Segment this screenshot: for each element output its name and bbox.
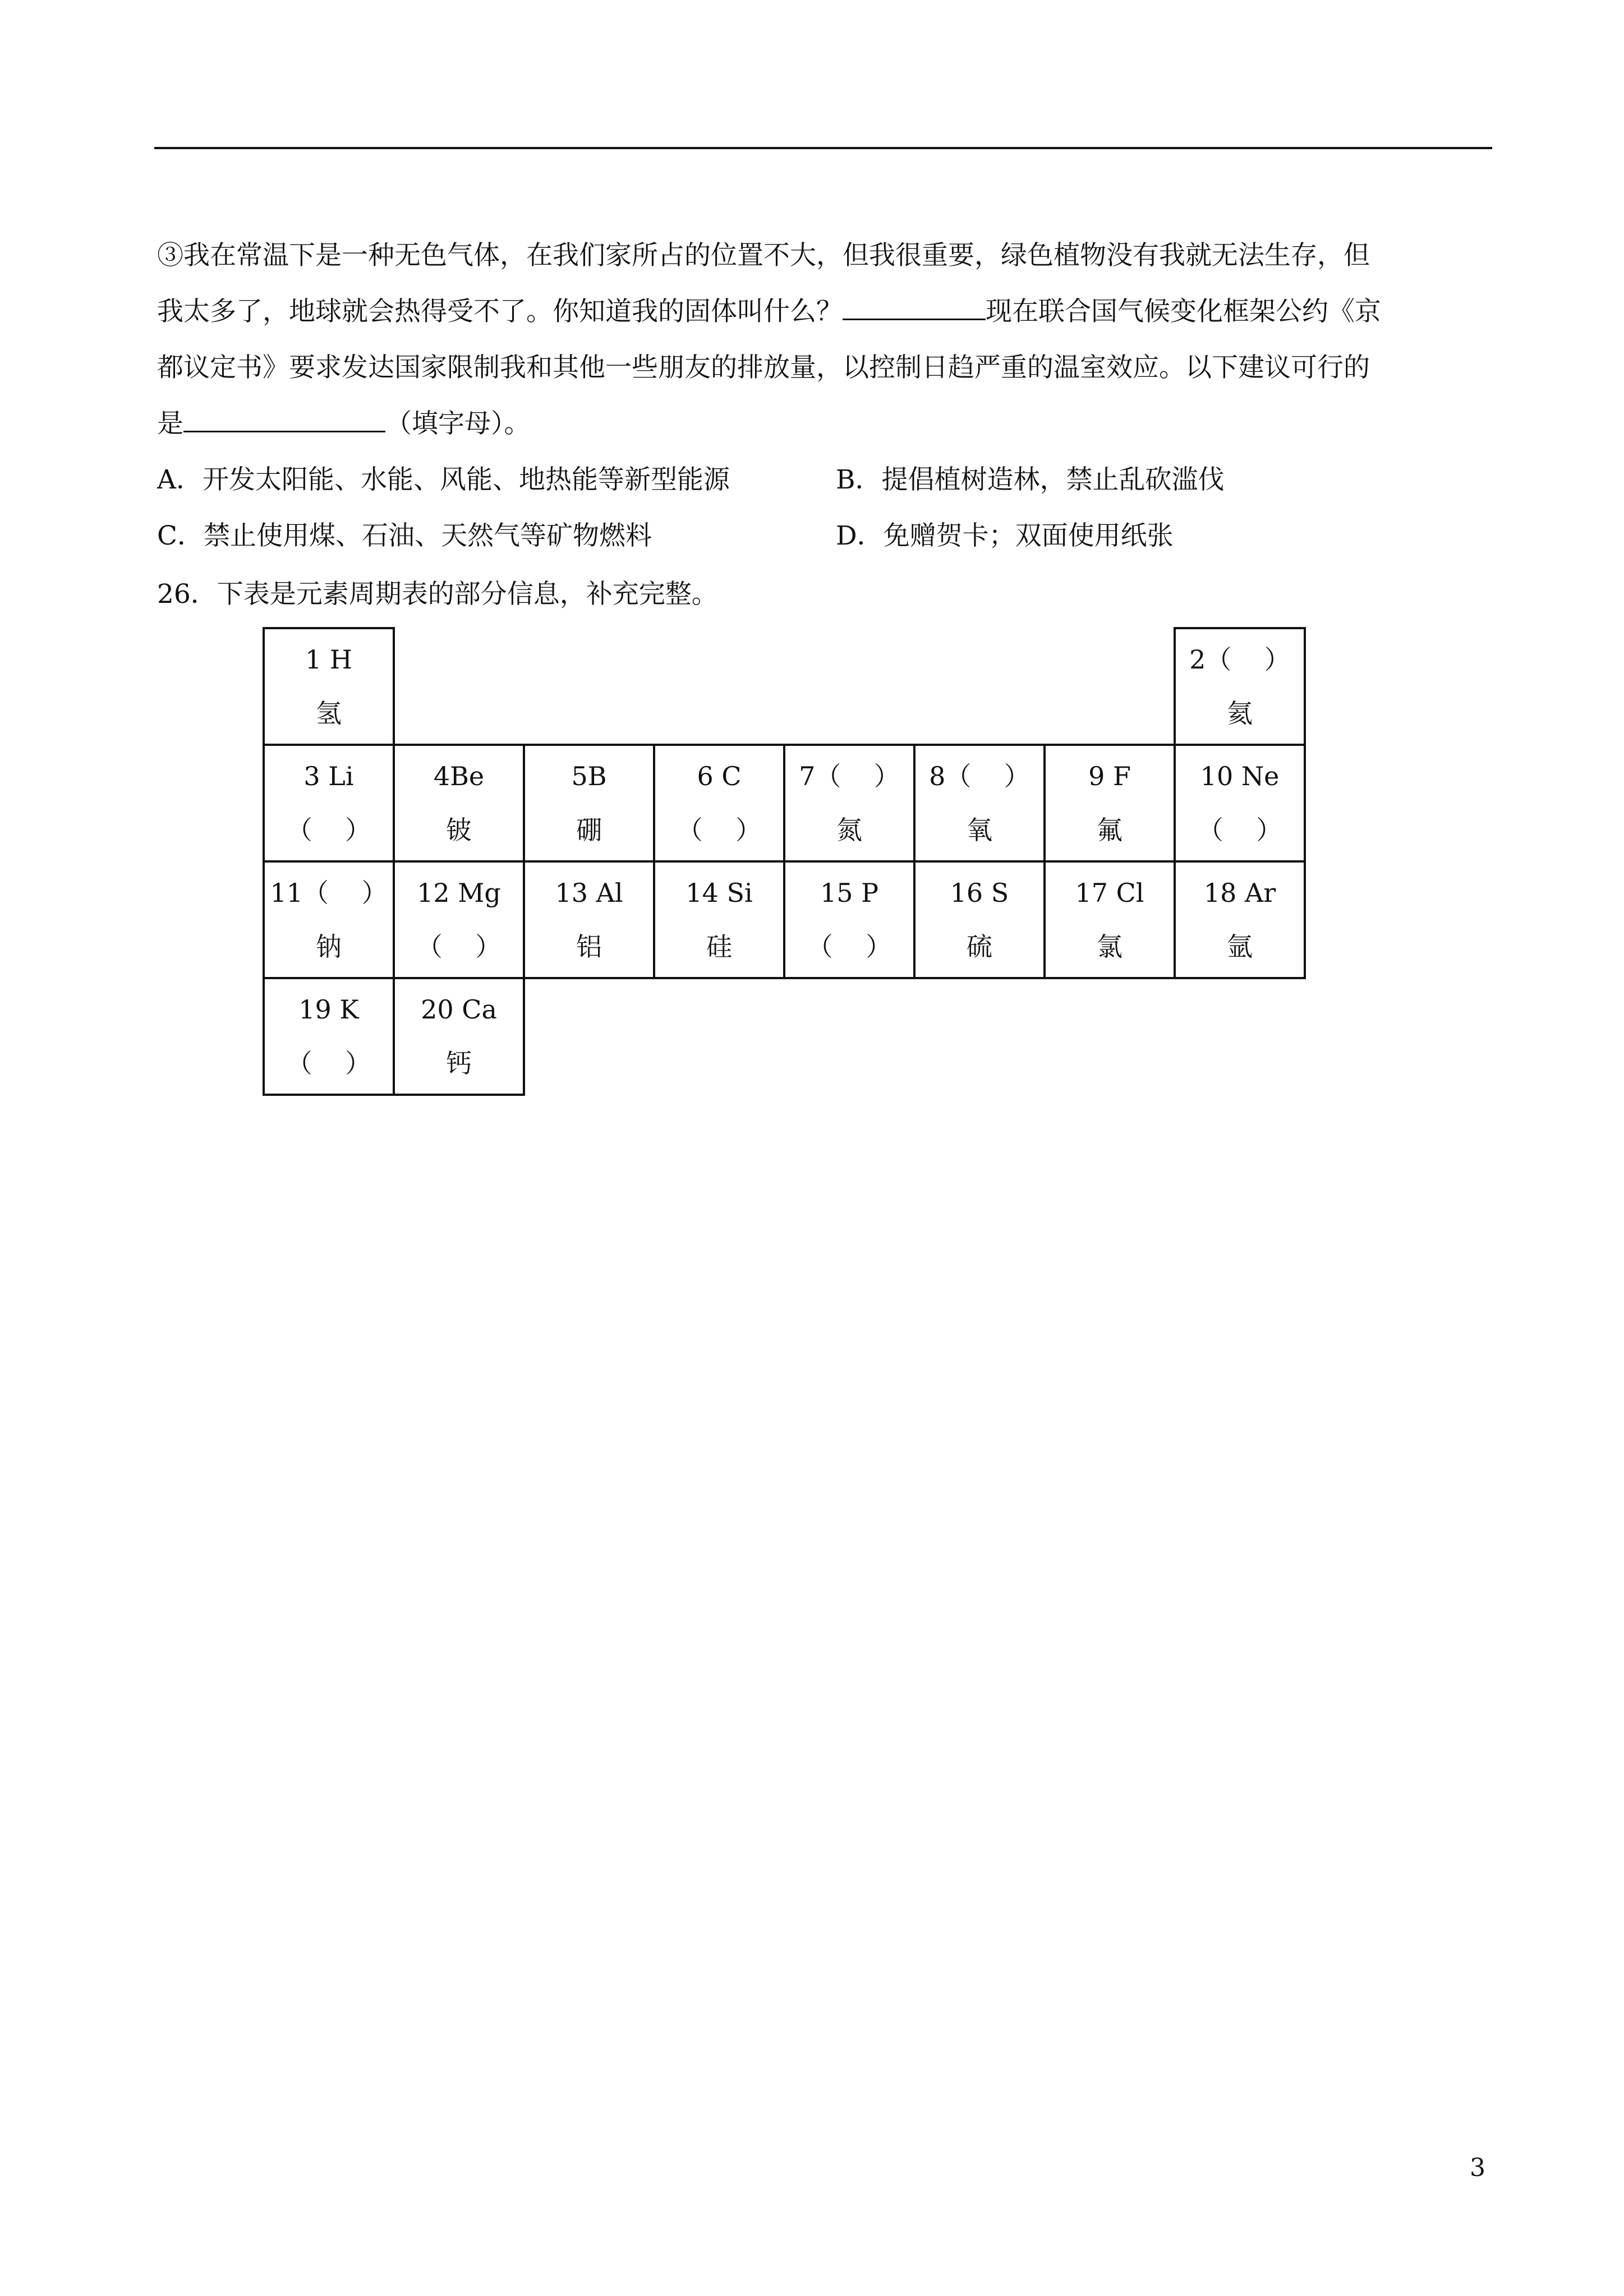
- empty-cell: [784, 628, 914, 745]
- element-number-symbol: 19 K: [298, 994, 359, 1025]
- element-cell: [1175, 628, 1305, 745]
- element-name: 氦: [1227, 698, 1253, 729]
- element-name: （ ）: [1197, 815, 1282, 845]
- element-number-symbol: 10 Ne: [1200, 761, 1280, 791]
- element-cell: [784, 861, 914, 978]
- element-cell: [524, 861, 654, 978]
- element-name: 氧: [967, 815, 992, 845]
- element-cell: [394, 745, 524, 861]
- header-rule: [154, 147, 1492, 149]
- element-number-symbol: 17 Cl: [1075, 878, 1144, 908]
- page-number: 3: [1470, 2154, 1485, 2182]
- empty-cell: [654, 978, 784, 1095]
- element-name: 硅: [706, 932, 732, 962]
- element-name: （ ）: [807, 932, 892, 962]
- empty-cell: [394, 628, 524, 745]
- element-cell: [264, 745, 394, 861]
- element-number-symbol: 3 Li: [303, 761, 354, 791]
- element-name: 氯: [1097, 932, 1122, 962]
- q25-line-3: [157, 347, 1492, 384]
- q25-line-4: [157, 403, 1492, 440]
- element-number-symbol: 2（ ）: [1189, 644, 1290, 675]
- q25-text-4a: 是: [157, 408, 183, 439]
- element-number-symbol: 15 P: [820, 878, 879, 908]
- empty-cell: [524, 628, 654, 745]
- periodic-table-row: [264, 861, 1305, 978]
- q25-text-2a: 我太多了，地球就会热得受不了。你知道我的固体叫什么？: [157, 296, 843, 327]
- element-name: 氩: [1227, 932, 1253, 962]
- element-name: 钙: [446, 1048, 472, 1078]
- empty-cell: [1045, 628, 1175, 745]
- element-number-symbol: 11（ ）: [270, 878, 388, 908]
- element-name: 硼: [576, 815, 602, 845]
- element-cell: [394, 978, 524, 1095]
- empty-cell: [914, 978, 1045, 1095]
- empty-cell: [1175, 978, 1305, 1095]
- q26-stem: 26．下表是元素周期表的部分信息，补充完整。: [157, 579, 718, 610]
- q25-text-4b: （填字母）。: [385, 408, 531, 439]
- element-number-symbol: 1 H: [305, 644, 352, 675]
- option-c: C．禁止使用煤、石油、天然气等矿物燃料: [157, 520, 652, 551]
- element-cell: [1175, 861, 1305, 978]
- element-cell: [524, 745, 654, 861]
- periodic-table-row: [264, 978, 1305, 1095]
- element-number-symbol: 16 S: [950, 878, 1009, 908]
- periodic-table: [263, 627, 1306, 1096]
- periodic-table-row: [264, 745, 1305, 861]
- element-number-symbol: 12 Mg: [417, 878, 501, 908]
- empty-cell: [654, 628, 784, 745]
- answer-blank-solid-name[interactable]: [843, 293, 986, 320]
- element-number-symbol: 9 F: [1088, 761, 1131, 791]
- element-number-symbol: 7（ ）: [799, 761, 900, 791]
- option-a: A．开发太阳能、水能、风能、地热能等新型能源: [157, 464, 730, 495]
- element-cell: [1175, 745, 1305, 861]
- element-cell: [1045, 745, 1175, 861]
- element-name: （ ）: [677, 815, 762, 845]
- q25-text-1: ③我在常温下是一种无色气体，在我们家所占的位置不大，但我很重要，绿色植物没有我就无法生存，但: [157, 240, 1370, 271]
- option-b: B．提倡植树造林，禁止乱砍滥伐: [836, 464, 1225, 495]
- q25-text-2b: 现在联合国气候变化框架公约《京: [986, 296, 1381, 327]
- answer-blank-choice[interactable]: [183, 405, 385, 432]
- element-number-symbol: 6 C: [697, 761, 742, 791]
- element-number-symbol: 20 Ca: [421, 994, 497, 1025]
- element-cell: [654, 745, 784, 861]
- empty-cell: [784, 978, 914, 1095]
- element-name: 铍: [446, 815, 472, 845]
- element-cell: [264, 861, 394, 978]
- element-number-symbol: 5B: [571, 761, 607, 791]
- element-number-symbol: 18 Ar: [1203, 878, 1276, 908]
- empty-cell: [914, 628, 1045, 745]
- element-number-symbol: 8（ ）: [929, 761, 1030, 791]
- element-cell: [264, 628, 394, 745]
- element-cell: [914, 861, 1045, 978]
- empty-cell: [1045, 978, 1175, 1095]
- element-name: （ ）: [416, 932, 502, 962]
- element-cell: [914, 745, 1045, 861]
- element-name: （ ）: [286, 1048, 371, 1078]
- element-name: 钠: [316, 932, 342, 962]
- option-d: D．免赠贺卡；双面使用纸张: [836, 520, 1174, 551]
- q25-line-1: [157, 234, 1492, 272]
- element-cell: [394, 861, 524, 978]
- element-name: （ ）: [286, 815, 371, 845]
- empty-cell: [524, 978, 654, 1095]
- element-name: 铝: [576, 932, 602, 962]
- element-name: 氮: [836, 815, 862, 845]
- element-cell: [654, 861, 784, 978]
- element-cell: [784, 745, 914, 861]
- element-cell: [1045, 861, 1175, 978]
- element-name: 氟: [1097, 815, 1122, 845]
- element-cell: [264, 978, 394, 1095]
- periodic-table-row: [264, 628, 1305, 745]
- q25-text-3: 都议定书》要求发达国家限制我和其他一些朋友的排放量，以控制日趋严重的温室效应。以下建议可行的: [157, 352, 1370, 383]
- element-number-symbol: 13 Al: [555, 878, 623, 908]
- element-number-symbol: 14 Si: [686, 878, 753, 908]
- q25-line-2: [157, 291, 1492, 328]
- element-number-symbol: 4Be: [433, 761, 485, 791]
- element-name: 氢: [316, 698, 342, 729]
- element-name: 硫: [967, 932, 992, 962]
